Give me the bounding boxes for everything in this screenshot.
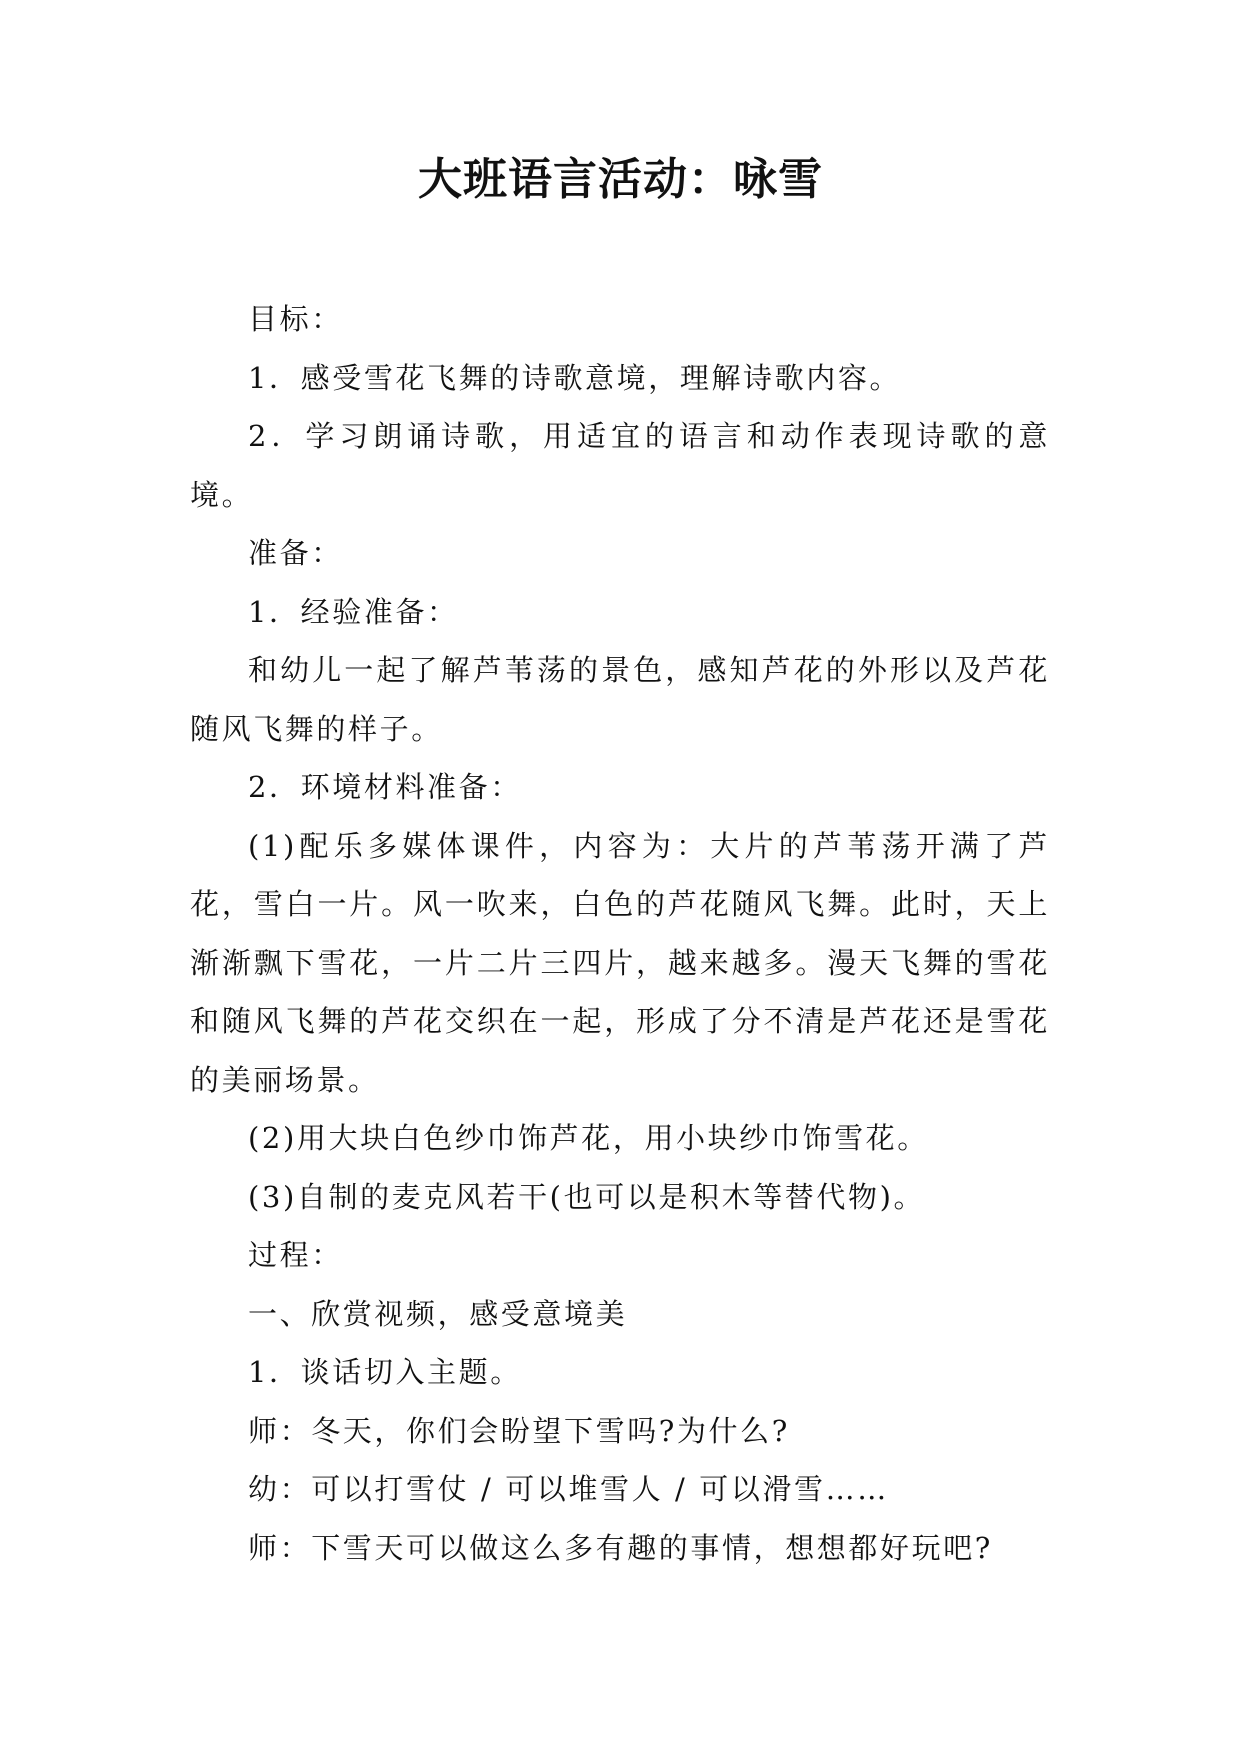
paragraph-goals-heading: 目标： [248,302,343,336]
paragraph-teacher-line-1: 师：冬天，你们会盼望下雪吗?为什么? [248,1413,790,1448]
document-body [190,290,1050,1577]
paragraph-child-line-1: 幼：可以打雪仗 / 可以堆雪人 / 可以滑雪…… [248,1472,889,1506]
paragraph-prep-2-item-2: (2)用大块白色纱巾饰芦花，用小块纱巾饰雪花。 [248,1121,929,1155]
paragraph-teacher-line-2: 师：下雪天可以做这么多有趣的事情，想想都好玩吧? [248,1530,993,1565]
paragraph-prep-1-heading: 1．经验准备： [248,594,459,629]
paragraph-prep-2-heading: 2．环境材料准备： [248,770,522,804]
paragraph-prep-2-item-3: (3)自制的麦克风若干(也可以是积木等替代物)。 [248,1179,926,1214]
paragraph-goal-1: 1．感受雪花飞舞的诗歌意境，理解诗歌内容。 [248,360,902,395]
paragraph-section-1-heading: 一、欣赏视频，感受意境美 [248,1296,628,1331]
paragraph-step-1: 1．谈话切入主题。 [248,1355,522,1389]
paragraph-prep-2-item-1: (1)配乐多媒体课件，内容为：大片的芦苇荡开满了芦花，雪白一片。风一吹来，白色的芦花随风飞舞。此时，天上渐渐飘下雪花，一片二片三四片，越来越多。漫天飞舞的雪花和随风飞舞的芦花交织在一起，形成了分不清是芦花还是雪花的美丽场景。 [190,828,1050,1097]
paragraph-preparation-heading: 准备： [248,536,343,570]
paragraph-prep-1-text: 和幼儿一起了解芦苇荡的景色，感知芦花的外形以及芦花随风飞舞的样子。 [190,653,1050,746]
paragraph-process-heading: 过程： [248,1238,343,1272]
paragraph-goal-2: 2．学习朗诵诗歌，用适宜的语言和动作表现诗歌的意境。 [190,419,1050,512]
document-title: 大班语言活动：咏雪 [418,154,823,205]
